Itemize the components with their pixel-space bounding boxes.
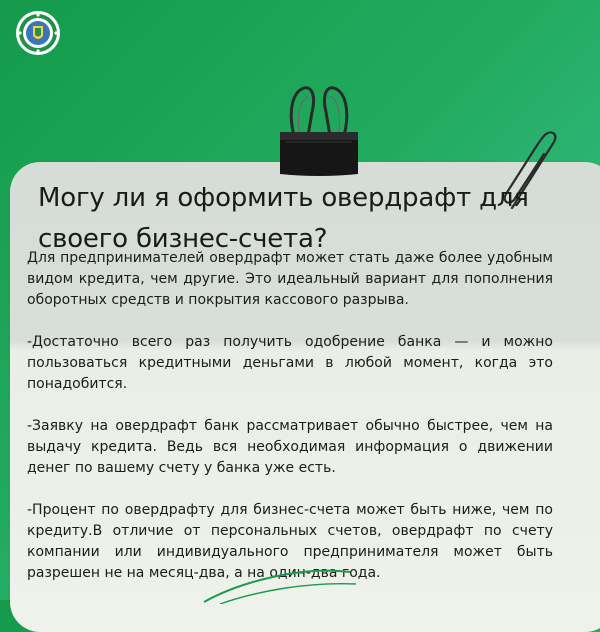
emblem-icon [15,10,61,56]
swoosh-decoration [200,560,360,604]
article-paragraph: -Достаточно всего раз получить одобрение банка — и можно пользоваться кредитными деньгами в любой момент, когда это понадобится. [27,334,553,392]
article-paragraph: -Процент по овердрафту для бизнес-счета может быть ниже, чем по кредиту.В отличие от персональных счетов, овердрафт по счету компании или индивидуального предпринимателя может быть разрешен не на месяц-два, а на один-два года. [27,502,553,581]
article-paragraph: -Заявку на овердрафт банк рассматривает обычно быстрее, чем на выдачу кредита. Ведь вся необходимая информация о движении денег по вашему счету у банка уже есть. [27,418,553,476]
article-title: Могу ли я оформить овердрафт для своего бизнес-счета? [38,183,529,254]
article-paragraph: Для предпринимателей овердрафт может стать даже более удобным видом кредита, чем другие. Это идеальный вариант для пополнения оборотных средств и покрытия кассового разрыва. [27,250,553,308]
binder-clip-icon [278,82,360,178]
article-body [27,248,553,605]
